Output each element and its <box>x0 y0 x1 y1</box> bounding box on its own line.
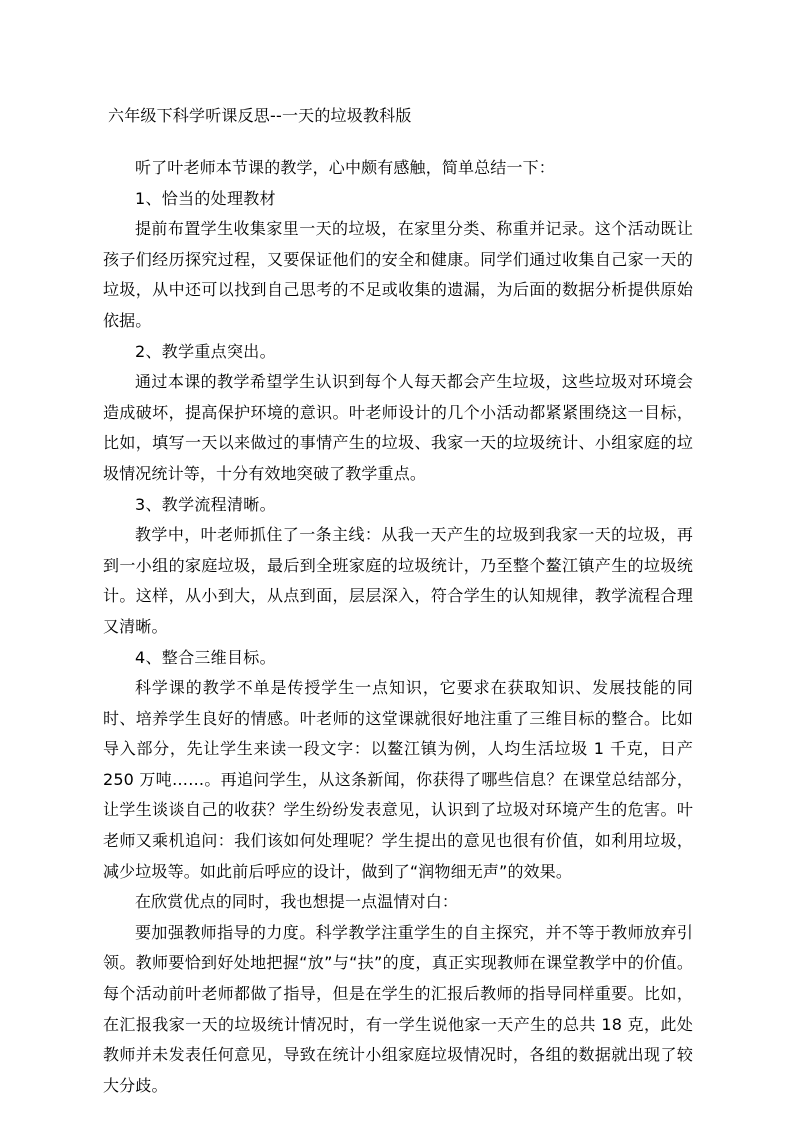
section-paragraph-4: 科学课的教学不单是传授学生一点知识，它要求在获取知识、发展技能的同时、培养学生良好的情感。叶老师的这堂课就很好地注重了三维目标的整合。比如导入部分，先让学生来读一段文字：以鳌江镇为例，人均生活垃圾 1 千克，日产 250 万吨……。再追问学生，从这条新闻，你获得了哪些信息？在课堂总结部分，让学生谈谈自己的收获？学生纷纷发表意见，认识到了垃圾对环境产生的危害。叶老师又乘机追问：我们该如何处理呢？学生提出的意见也很有价值，如利用垃圾，减少垃圾等。如此前后呼应的设计，做到了“润物细无声”的效果。 <box>103 678 693 881</box>
section-paragraph-2: 通过本课的教学希望学生认识到每个人每天都会产生垃圾，这些垃圾对环境会造成破坏，提高保护环境的意识。叶老师设计的几个小活动都紧紧围绕这一目标，比如，填写一天以来做过的事情产生的垃圾、我家一天的垃圾统计、小组家庭的垃圾情况统计等，十分有效地突破了教学重点。 <box>103 372 693 483</box>
section-heading-2: 2、教学重点突出。 <box>135 341 276 361</box>
intro-paragraph: 听了叶老师本节课的教学，心中颇有感触，简单总结一下： <box>135 158 555 177</box>
document-body <box>103 153 693 1101</box>
section-heading-4: 4、整合三维目标。 <box>135 647 276 667</box>
section-heading-3: 3、教学流程清晰。 <box>135 494 276 514</box>
document-title: 六年级下科学听课反思--一天的垃圾教科版 <box>108 106 412 125</box>
section-heading-1: 1、恰当的处理教材 <box>135 188 276 208</box>
transition-paragraph: 在欣赏优点的同时，我也想提一点温情对白： <box>135 892 459 912</box>
section-paragraph-3: 教学中，叶老师抓住了一条主线：从我一天产生的垃圾到我家一天的垃圾，再到一小组的家庭垃圾，最后到全班家庭的垃圾统计，乃至整个鳌江镇产生的垃圾统计。这样，从小到大，从点到面，层层深入，符合学生的认知规律，教学流程合理又清晰。 <box>103 525 693 636</box>
suggestion-paragraph: 要加强教师指导的力度。科学教学注重学生的自主探究，并不等于教师放弃引领。教师要恰到好处地把握“放”与“扶”的度，真正实现教师在课堂教学中的价值。每个活动前叶老师都做了指导，但是在学生的汇报后教师的指导同样重要。比如，在汇报我家一天的垃圾统计情况时，有一学生说他家一天产生的总共 18 克，此处教师并未发表任何意见，导致在统计小组家庭垃圾情况时，各组的数据就出现了较大分歧。 <box>103 922 693 1095</box>
section-paragraph-1: 提前布置学生收集家里一天的垃圾，在家里分类、称重并记录。这个活动既让孩子们经历探究过程，又要保证他们的安全和健康。同学们通过收集自己家一天的垃圾，从中还可以找到自己思考的不足或收集的遗漏，为后面的数据分析提供原始依据。 <box>103 219 693 330</box>
